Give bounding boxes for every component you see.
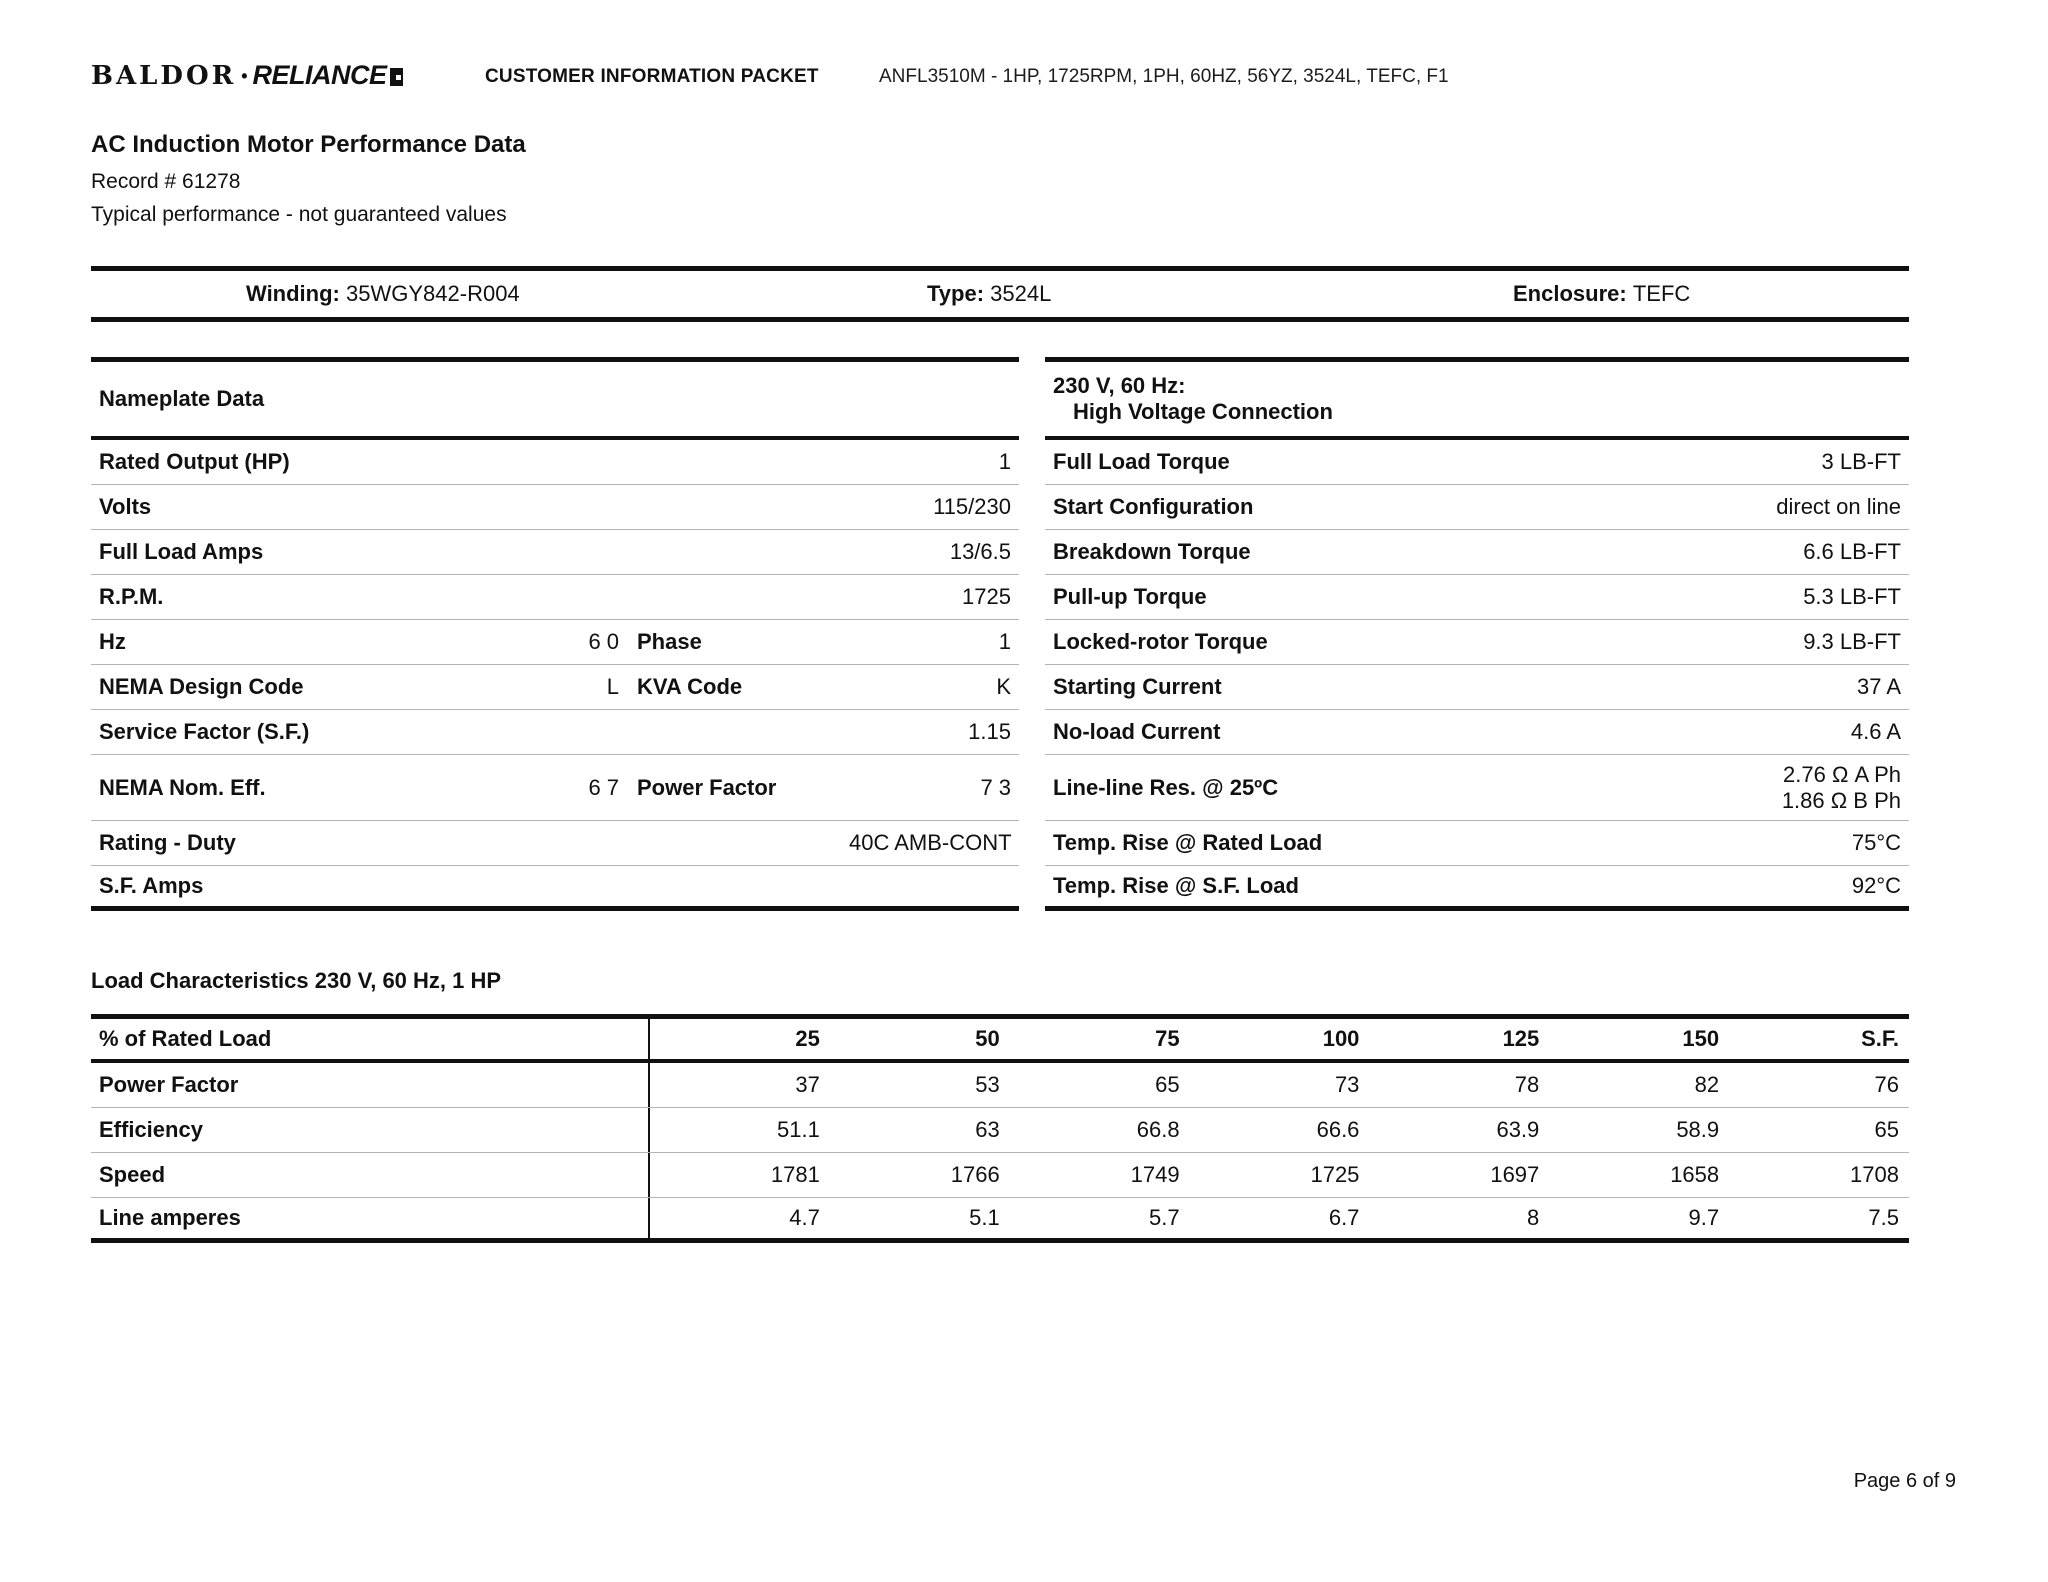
- row-label: Line-line Res. @ 25ºC: [1053, 774, 1279, 800]
- cell-value: 51.1: [777, 1117, 820, 1142]
- winding-label: Winding:: [246, 281, 340, 306]
- row-mid-value: L: [606, 674, 619, 699]
- load-table-header-row: [91, 1019, 1909, 1063]
- table-row: [1045, 440, 1909, 485]
- column-header: 50: [975, 1026, 1000, 1051]
- cell-value: 53: [975, 1072, 1000, 1097]
- cell-value: 6.7: [1328, 1205, 1360, 1230]
- record-number: Record # 61278: [91, 170, 241, 193]
- table-row: [91, 440, 1019, 485]
- row-mid-label: KVA Code: [637, 674, 743, 699]
- page-header: [91, 60, 1961, 96]
- row-label: Full Load Amps: [99, 539, 264, 564]
- cell-value: 1658: [1670, 1162, 1720, 1187]
- load-characteristics-table: [91, 1014, 1909, 1243]
- table-row: [1045, 710, 1909, 755]
- logo-baldor-text: BALDOR: [91, 61, 237, 91]
- document-title: AC Induction Motor Performance Data: [91, 131, 526, 158]
- row-label: Line amperes: [91, 1198, 650, 1238]
- cell-value: 78: [1514, 1072, 1540, 1097]
- logo-reliance-text: RELIANCE: [252, 60, 387, 90]
- nameplate-section: [91, 357, 1909, 911]
- cell-value: 5.1: [969, 1205, 1000, 1230]
- row-value: 1: [998, 449, 1011, 474]
- row-value: 13/6.5: [949, 539, 1011, 564]
- table-row: [1045, 821, 1909, 866]
- type-value: 3524L: [990, 281, 1052, 306]
- nameplate-table: [91, 357, 1019, 911]
- table-row: [91, 866, 1019, 911]
- table-row: [91, 1108, 1909, 1153]
- cell-value: 1749: [1130, 1162, 1180, 1187]
- model-description: ANFL3510M - 1HP, 1725RPM, 1PH, 60HZ, 56YZ, 3524L, TEFC, F1: [879, 66, 1449, 87]
- cell-value: 65: [1155, 1072, 1180, 1097]
- high-voltage-table: [1045, 357, 1909, 911]
- table-row: [91, 1153, 1909, 1198]
- row-mid-label: Power Factor: [637, 774, 777, 800]
- row-label: NEMA Nom. Eff.: [99, 774, 266, 800]
- cell-value: 1697: [1490, 1162, 1540, 1187]
- column-header: 125: [1502, 1026, 1540, 1051]
- column-header: 150: [1682, 1026, 1720, 1051]
- table-row: [1045, 755, 1909, 821]
- load-characteristics-title: Load Characteristics 230 V, 60 Hz, 1 HP: [91, 968, 502, 993]
- row-label: S.F. Amps: [99, 873, 204, 898]
- nameplate-header-text: Nameplate Data: [99, 386, 265, 411]
- row-mid-label: Phase: [637, 629, 702, 654]
- enclosure-field: [1513, 271, 1690, 317]
- type-label: Type:: [927, 281, 985, 306]
- column-header: 100: [1322, 1026, 1360, 1051]
- table-row: [1045, 866, 1909, 911]
- cell-value: 82: [1694, 1072, 1720, 1097]
- high-voltage-table-header: [1045, 357, 1909, 440]
- resistance-b-phase: 1.86 Ω B Ph: [1781, 787, 1901, 813]
- column-header: S.F.: [1861, 1026, 1899, 1051]
- title-block: [91, 131, 526, 236]
- packet-title: CUSTOMER INFORMATION PACKET: [485, 66, 819, 87]
- row-value: 9.3 LB-FT: [1803, 629, 1901, 654]
- row-value: 40C AMB-CONT: [849, 830, 1012, 855]
- performance-note: Typical performance - not guaranteed values: [91, 203, 507, 226]
- row-label: Temp. Rise @ S.F. Load: [1053, 873, 1299, 898]
- row-value: 75°C: [1851, 830, 1901, 855]
- row-label: Efficiency: [91, 1108, 650, 1152]
- row-value: 115/230: [933, 494, 1011, 519]
- row-value: 1725: [962, 584, 1011, 609]
- voltage-header-line1: 230 V, 60 Hz:: [1053, 373, 1186, 398]
- row-label: NEMA Design Code: [99, 674, 304, 699]
- row-mid-value: 67: [588, 774, 625, 800]
- row-label: Speed: [91, 1153, 650, 1197]
- row-label: Power Factor: [91, 1063, 650, 1107]
- cell-value: 7.5: [1868, 1205, 1899, 1230]
- row-value: 3 LB-FT: [1821, 449, 1901, 474]
- logo-registered-mark-icon: [390, 68, 403, 86]
- column-header: 75: [1155, 1026, 1180, 1051]
- row-value: 1: [998, 629, 1011, 654]
- table-row: [91, 1198, 1909, 1243]
- cell-value: 37: [795, 1072, 820, 1097]
- column-header: 25: [795, 1026, 820, 1051]
- cell-value: 1708: [1850, 1162, 1899, 1187]
- row-value: 1.15: [968, 719, 1011, 744]
- cell-value: 76: [1874, 1072, 1899, 1097]
- row-label: No-load Current: [1053, 719, 1221, 744]
- enclosure-label: Enclosure:: [1513, 281, 1627, 306]
- row-value: 4.6 A: [1850, 719, 1901, 744]
- cell-value: 66.6: [1316, 1117, 1360, 1142]
- cell-value: 1781: [770, 1162, 820, 1187]
- table-row: [1045, 575, 1909, 620]
- row-value: 92°C: [1851, 873, 1901, 898]
- row-label: R.P.M.: [99, 584, 164, 609]
- voltage-header-line2: High Voltage Connection: [1073, 399, 1333, 424]
- row-label: Starting Current: [1053, 674, 1222, 699]
- winding-bar: [91, 266, 1909, 322]
- row-label: Start Configuration: [1053, 494, 1254, 519]
- cell-value: 1766: [950, 1162, 1000, 1187]
- table-row: [1045, 530, 1909, 575]
- cell-value: 1725: [1310, 1162, 1360, 1187]
- cell-value: 65: [1874, 1117, 1899, 1142]
- cell-value: 63.9: [1496, 1117, 1540, 1142]
- row-value: [1589, 757, 1909, 819]
- cell-value: 58.9: [1676, 1117, 1720, 1142]
- table-row: [91, 620, 1019, 665]
- cell-value: 4.7: [789, 1205, 820, 1230]
- row-label: Service Factor (S.F.): [99, 719, 310, 744]
- table-row: [91, 710, 1019, 755]
- cell-value: 8: [1527, 1205, 1540, 1230]
- resistance-a-phase: 2.76 Ω A Ph: [1783, 761, 1901, 787]
- table-row: [1045, 620, 1909, 665]
- cell-value: 73: [1334, 1072, 1360, 1097]
- row-label: Temp. Rise @ Rated Load: [1053, 830, 1323, 855]
- cell-value: 5.7: [1148, 1205, 1180, 1230]
- row-value: direct on line: [1776, 494, 1901, 519]
- cell-value: 9.7: [1688, 1205, 1720, 1230]
- row-label: Rating - Duty: [99, 830, 236, 855]
- row-label: Pull-up Torque: [1053, 584, 1207, 609]
- table-row: [1045, 485, 1909, 530]
- baldor-reliance-logo: [91, 60, 403, 91]
- table-row: [91, 485, 1019, 530]
- row-label: Rated Output (HP): [99, 449, 290, 474]
- table-row: [91, 665, 1019, 710]
- type-field: [927, 271, 1051, 317]
- column-header-label: % of Rated Load: [91, 1019, 650, 1059]
- row-label: Volts: [99, 494, 152, 519]
- nameplate-table-header: [91, 357, 1019, 440]
- table-row: [91, 755, 1019, 821]
- winding-field: [246, 271, 520, 317]
- row-label: Breakdown Torque: [1053, 539, 1251, 564]
- page-number: Page 6 of 9: [1853, 1470, 1956, 1492]
- row-label: Full Load Torque: [1053, 449, 1230, 474]
- row-value: K: [996, 674, 1011, 699]
- cell-value: 63: [975, 1117, 1000, 1142]
- table-row: [91, 575, 1019, 620]
- table-row: [1045, 665, 1909, 710]
- row-mid-value: 60: [588, 629, 625, 654]
- row-value: 5.3 LB-FT: [1803, 584, 1901, 609]
- row-value: 6.6 LB-FT: [1803, 539, 1901, 564]
- row-label: Hz: [99, 629, 126, 654]
- table-row: [91, 1063, 1909, 1108]
- row-value: 37 A: [1856, 674, 1901, 699]
- table-row: [91, 821, 1019, 866]
- row-label: Locked-rotor Torque: [1053, 629, 1268, 654]
- enclosure-value: TEFC: [1632, 281, 1691, 306]
- logo-dot-icon: •: [241, 66, 248, 86]
- cell-value: 66.8: [1136, 1117, 1180, 1142]
- table-row: [91, 530, 1019, 575]
- winding-value: 35WGY842-R004: [346, 281, 520, 306]
- row-value: 73: [980, 774, 1017, 800]
